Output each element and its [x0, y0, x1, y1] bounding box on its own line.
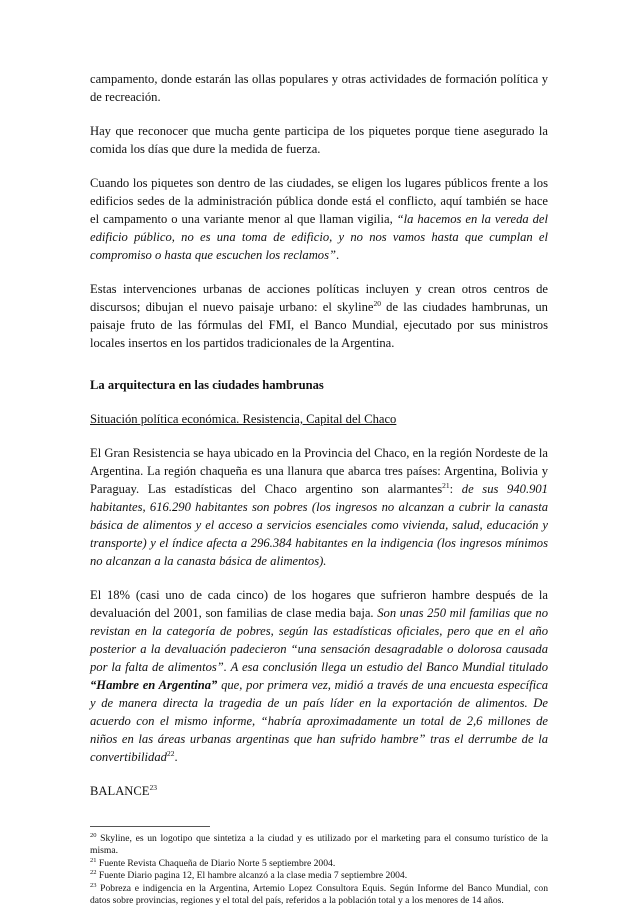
footnote-ref-22[interactable]: 22 — [166, 748, 175, 758]
footnote-text: Fuente Revista Chaqueña de Diario Norte 5 septiembre 2004. — [96, 857, 336, 869]
footnotes — [90, 833, 548, 907]
footnote-ref-21[interactable]: 21 — [442, 480, 450, 490]
italic-statistics: de sus 940.901 habitantes, 616.290 habitantes son pobres (los ingresos no alcanzan a cubrir la canasta básica de alimentos y el acceso a servicios esenciales como vivienda, salud, educación y transporte) y el índice afecta a 296.384 habitantes en la indigencia (los ingresos mínimos no alcanzan a la canasta básica de alimentos). — [90, 482, 548, 568]
bold-report-title: “Hambre en Argentina” — [90, 678, 218, 692]
section-subheading: Situación política económica. Resistencia, Capital del Chaco — [90, 412, 397, 426]
paragraph-text: Cuando los piquetes son dentro de las ciudades, se eligen los lugares públicos frente a los edificios sedes de la administración pública donde está el conflicto, aquí también se hace el campamento o una variante menor al que llaman vigilia, — [90, 176, 548, 226]
footnote-text: Pobreza e indigencia en la Argentina, Artemio Lopez Consultora Equis. Según Informe del Banco Mundial, con datos sobre provincias, regiones y el total del país, referidos a la población total y a los menores de 14 años. — [90, 882, 548, 907]
footnote-number: 20 — [90, 831, 97, 839]
footnote-ref-20[interactable]: 20 — [373, 298, 381, 308]
punctuation: . — [174, 750, 178, 764]
paragraph-text: Hay que reconocer que mucha gente participa de los piquetes porque tiene asegurado la comida los días que dure la medida de fuerza. — [90, 124, 548, 156]
paragraph-text: de las ciudades hambrunas, un paisaje fruto de las fórmulas del FMI, el Banco Mundial, ejecutado por sus ministros locales insertos en los partidos tradicionales de la Argentina. — [90, 300, 548, 350]
footnote-number: 22 — [90, 869, 97, 877]
footnote-ref-23[interactable]: 23 — [149, 782, 157, 792]
footnote-21 — [90, 858, 548, 870]
balance-heading — [90, 782, 548, 800]
paragraph-gran-resistencia — [90, 444, 548, 570]
paragraph-clase-media — [90, 586, 548, 766]
paragraph-text: El 18% (casi uno de cada cinco) de los hogares que sufrieron hambre después de la devaluación del 2001, son familias de clase media baja. — [90, 588, 548, 620]
paragraph-piquetes-ciudades — [90, 174, 548, 264]
balance-label: BALANCE — [90, 784, 150, 798]
section-heading: La arquitectura en las ciudades hambrunas — [90, 378, 324, 392]
italic-text: que, por primera vez, midió a través de una encuesta específica y de manera directa la tragedia de un país líder en la exportación de alimentos. De acuerdo con el mismo informe, “habría aproximadamente un total de 2,6 millones de niños en las áreas urbanas argentinas que han sufrido hambre” tras el derrumbe de la convertibilidad — [90, 678, 549, 764]
footnote-number: 23 — [90, 881, 97, 889]
footnote-22 — [90, 870, 548, 882]
footnote-number: 21 — [90, 856, 97, 864]
footnote-text: Skyline, es un logotipo que sintetiza a la ciudad y es utilizado por el marketing para el consumo turístico de la misma. — [90, 833, 548, 857]
paragraph-text: campamento, donde estarán las ollas populares y otras actividades de formación política y de recreación. — [90, 72, 548, 104]
paragraph-intervenciones — [90, 280, 548, 352]
italic-text: Son unas 250 mil familias que no revistan en la categoría de pobres, según las estadísticas oficiales, pero que en el año posterior a la devaluación padecieron “una sensación desagradable o dolorosa causada por la falta de alimentos”. A esa conclusión llega un estudio del Banco Mundial titulado — [90, 606, 548, 674]
paragraph-text: Estas intervenciones urbanas de acciones políticas incluyen y crean otros centros de discursos; dibujan el nuevo paisaje urbano: el skyline — [90, 282, 548, 314]
punctuation: : — [449, 482, 462, 496]
paragraph-text: El Gran Resistencia se haya ubicado en la Provincia del Chaco, en la región Nordeste de la Argentina. La región chaqueña es una llanura que abarca tres países: Argentina, Bolivia y Paraguay. Las estadísticas del Chaco argentino son alarmantes — [90, 446, 548, 496]
paragraph-piquetes-comida — [90, 122, 548, 158]
italic-quote: “la hacemos en la vereda del edificio público, no es una toma de edificio, y no nos vamos hasta que cumplan el compromiso o hasta que escuchen los reclamos” — [90, 212, 548, 262]
punctuation: . — [336, 248, 340, 262]
footnote-20 — [90, 833, 548, 858]
footnote-text: Fuente Diario pagina 12, El hambre alcanzó a la clase media 7 septiembre 2004. — [96, 870, 408, 882]
paragraph-campamento — [90, 70, 548, 106]
footnote-23 — [90, 883, 548, 907]
footnote-separator — [90, 826, 210, 827]
